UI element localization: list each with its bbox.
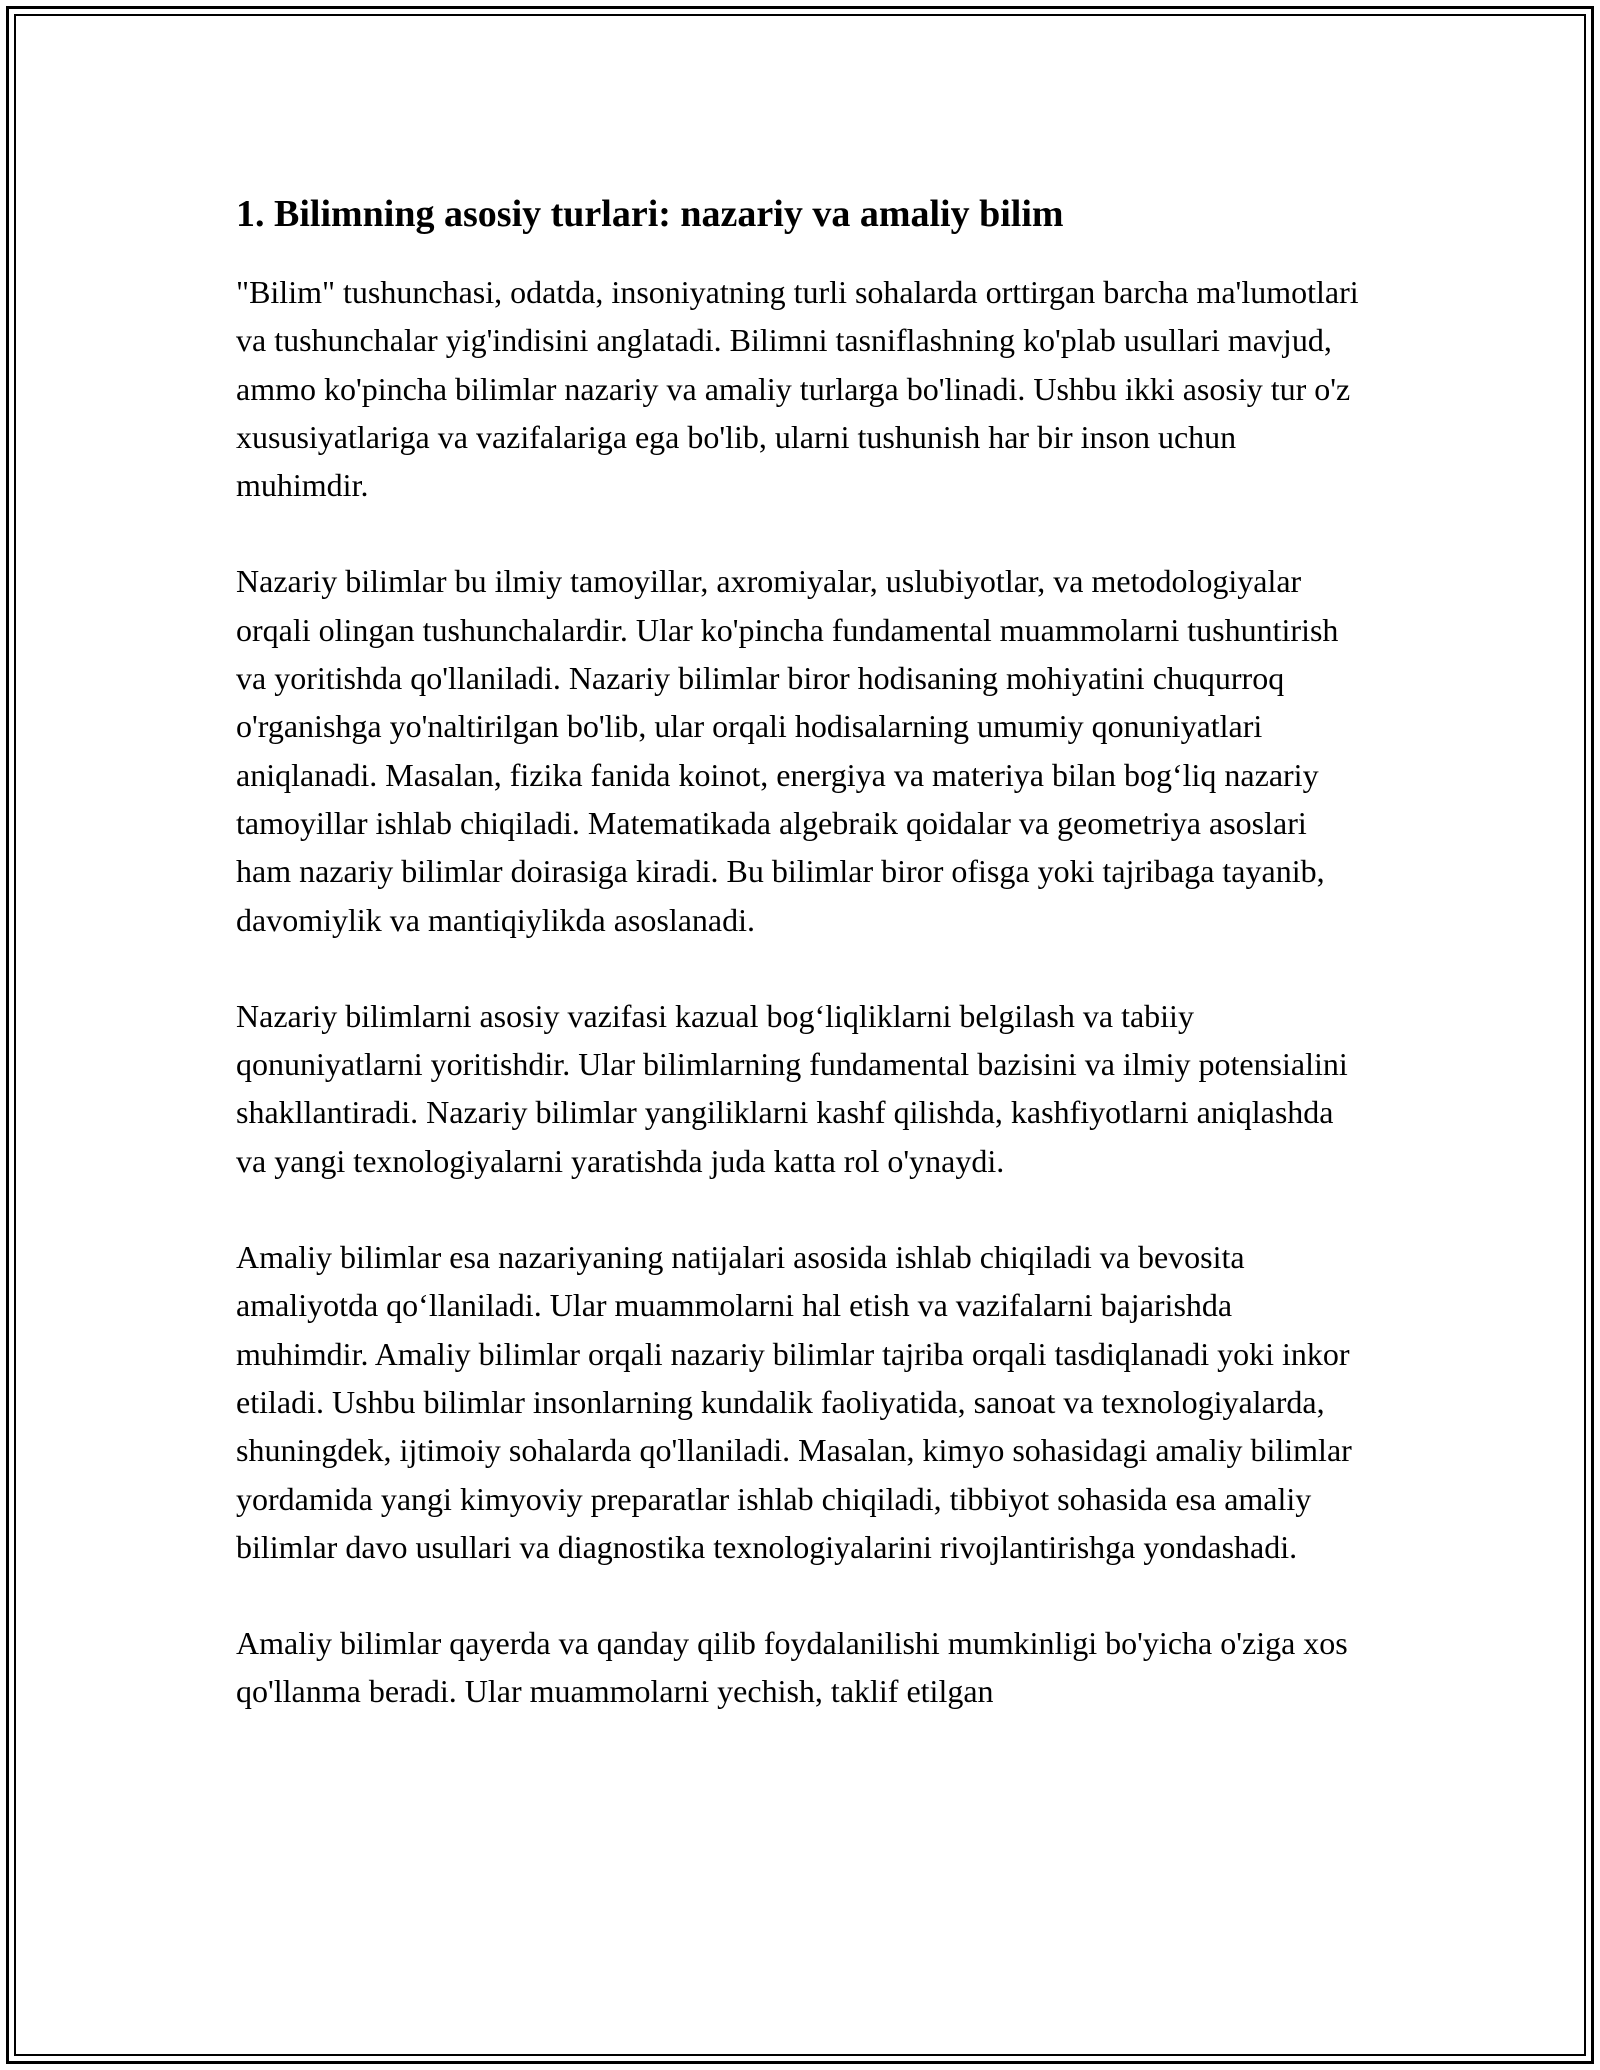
paragraph-practical-usage: Amaliy bilimlar qayerda va qanday qilib foydalanilishi mumkinligi bo'yicha o'ziga xos qo'llanma beradi. Ular muammolarni yechish, taklif etilgan [236, 1625, 1348, 1710]
paragraph-intro: "Bilim" tushunchasi, odatda, insoniyatning turli sohalarda orttirgan barcha ma'lumotlari va tushunchalar yig'indisini anglatadi. Bilimni tasniflashning ko'plab usullari mavjud, ammo ko'pincha bilimlar nazariy va amaliy turlarga bo'linadi. Ushbu ikki asosiy tur o'z xususiyatlariga va vazifalariga ega bo'lib, ularni tushunish har bir inson uchun muhimdir. [236, 274, 1359, 504]
paragraph-theoretical-function: Nazariy bilimlarni asosiy vazifasi kazual bog‘liqliklarni belgilash va tabiiy qonuniyatlarni yoritishdir. Ular bilimlarning fundamental bazisini va ilmiy potensialini shakllantiradi. Nazariy bilimlar yangiliklarni kashf qilishda, kashfiyotlarni aniqlashda va yangi texnologiyalarni yaratishda juda katta rol o'ynaydi. [236, 997, 1348, 1179]
document-body [236, 186, 1366, 1764]
paragraph-practical-knowledge: Amaliy bilimlar esa nazariyaning natijalari asosida ishlab chiqiladi va bevosita amaliyotda qo‘llaniladi. Ular muammolarni hal etish va vazifalarni bajarishda muhimdir. Amaliy bilimlar orqali nazariy bilimlar tajriba orqali tasdiqlanadi yoki inkor etiladi. Ushbu bilimlar insonlarning kundalik faoliyatida, sanoat va texnologiyalarda, shuningdek, ijtimoiy sohalarda qo'llaniladi. Masalan, kimyo sohasidagi amaliy bilimlar yordamida yangi kimyoviy preparatlar ishlab chiqiladi, tibbiyot sohasida esa amaliy bilimlar davo usullari va diagnostika texnologiyalarini rivojlantirishga yondashadi. [236, 1239, 1352, 1565]
section-heading: 1. Bilimning asosiy turlari: nazariy va amaliy bilim [236, 193, 1064, 235]
paragraph-theoretical-knowledge: Nazariy bilimlar bu ilmiy tamoyillar, axromiyalar, uslubiyotlar, va metodologiyalar orqali olingan tushunchalardir. Ular ko'pincha fundamental muammolarni tushuntirish va yoritishda qo'llaniladi. Nazariy bilimlar biror hodisaning mohiyatini chuqurroq o'rganishga yo'naltirilgan bo'lib, ular orqali hodisalarning umumiy qonuniyatlari aniqlanadi. Masalan, fizika fanida koinot, energiya va materiya bilan bog‘liq nazariy tamoyillar ishlab chiqiladi. Matematikada algebraik qoidalar va geometriya asoslari ham nazariy bilimlar doirasiga kiradi. Bu bilimlar biror ofisga yoki tajribaga tayanib, davomiylik va mantiqiylikda asoslanadi. [236, 563, 1339, 938]
